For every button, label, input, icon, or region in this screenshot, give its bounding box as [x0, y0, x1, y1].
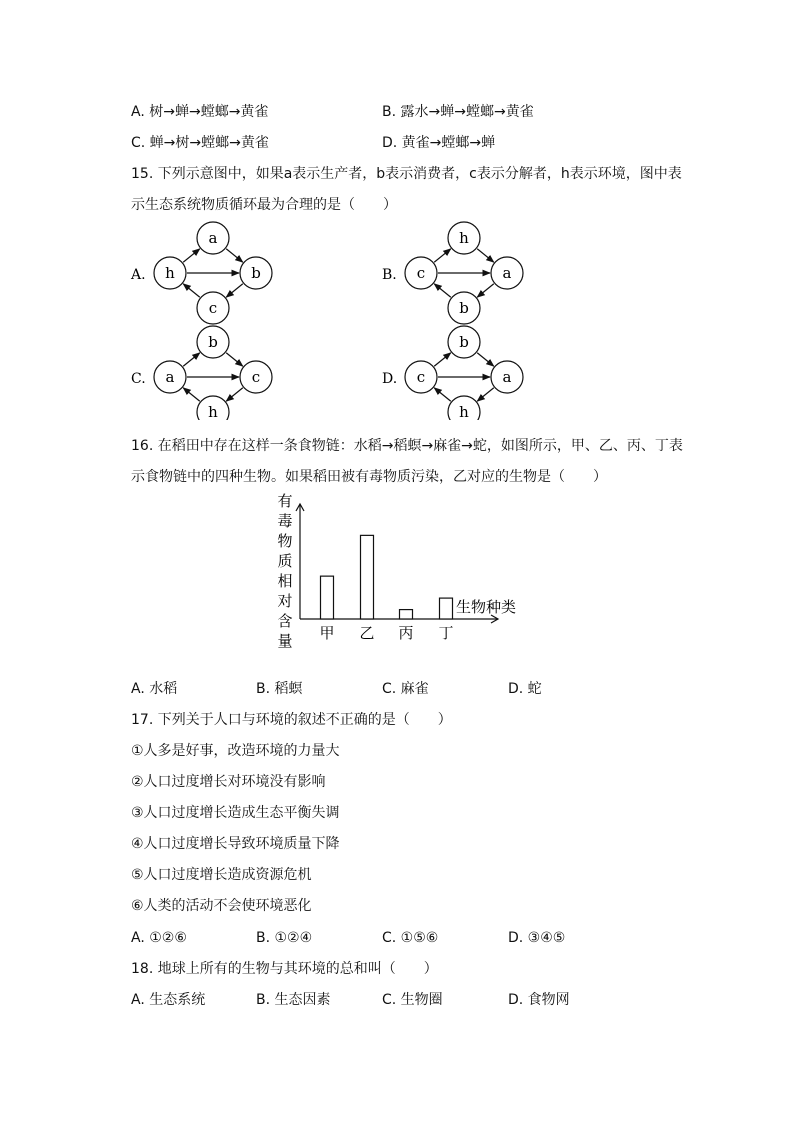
diagram-option-label: A.	[131, 267, 146, 283]
cycle-node-label: h	[165, 264, 175, 282]
q17-option-b: B. ①②④	[256, 930, 313, 946]
y-axis-label-char: 物	[277, 532, 293, 550]
q17-statement-1: ①人多是好事，改造环境的力量大	[131, 743, 340, 759]
cycle-arrow	[183, 388, 200, 402]
q14-option-d: D. 黄雀→螳螂→蝉	[382, 135, 496, 151]
q17-statement-3: ③人口过度增长造成生态平衡失调	[131, 805, 340, 821]
q17-statement-6: ⑥人类的活动不会使环境恶化	[131, 898, 312, 914]
cycle-arrow	[434, 284, 451, 298]
cycle-node-label: b	[208, 333, 218, 351]
q17-option-a: A. ①②⑥	[131, 930, 187, 946]
cycle-arrow	[183, 249, 200, 263]
category-label: 丁	[438, 624, 454, 642]
q17-statement-2: ②人口过度增长对环境没有影响	[131, 774, 326, 790]
cycle-node-label: c	[251, 368, 261, 386]
q17-statement-5: ⑤人口过度增长造成资源危机	[131, 867, 312, 883]
category-label: 丙	[398, 624, 414, 642]
y-axis-label-char: 毒	[277, 512, 293, 530]
q16-stem-line2: 示食物链中的四种生物。如果稻田被有毒物质污染，乙对应的生物是（ ）	[131, 469, 607, 485]
cycle-node-label: a	[165, 368, 175, 386]
q16-bar-chart	[270, 490, 530, 650]
q15-stem-line2: 示生态系统物质循环最为合理的是（ ）	[131, 197, 397, 213]
diagram-option-label: C.	[131, 371, 146, 387]
cycle-arrow	[226, 284, 243, 298]
q15-stem-line1: 15. 下列示意图中，如果a表示生产者，b表示消费者，c表示分解者，h表示环境，图中表	[131, 166, 682, 182]
category-label: 甲	[319, 624, 335, 642]
bar-1	[321, 576, 334, 619]
q15-diagram-d	[382, 326, 523, 420]
q16-option-a: A. 水稻	[131, 681, 178, 697]
cycle-node-label: h	[459, 403, 469, 420]
cycle-arrow	[477, 353, 494, 367]
cycle-node-label: a	[208, 229, 218, 247]
x-axis-label: 生物种类	[456, 598, 517, 616]
cycle-arrow	[226, 388, 243, 402]
cycle-arrow	[434, 353, 451, 367]
q18-stem: 18. 地球上所有的生物与其环境的总和叫（ ）	[131, 961, 438, 977]
q15-diagrams	[0, 220, 794, 420]
cycle-node-label: c	[208, 299, 218, 317]
q18-option-c: C. 生物圈	[382, 992, 443, 1008]
cycle-arrow	[226, 249, 243, 263]
bar-2	[361, 535, 374, 619]
cycle-arrow	[477, 284, 494, 298]
q18-option-a: A. 生态系统	[131, 992, 206, 1008]
q17-stem: 17. 下列关于人口与环境的叙述不正确的是（ ）	[131, 712, 452, 728]
q15-diagram-b	[382, 222, 523, 324]
q14-option-b: B. 露水→蝉→螳螂→黄雀	[382, 104, 534, 120]
cycle-arrow	[183, 353, 200, 367]
y-axis-label-char: 质	[277, 552, 293, 570]
y-axis-label-char: 含	[277, 612, 293, 630]
q17-option-d: D. ③④⑤	[508, 930, 566, 946]
q17-statement-4: ④人口过度增长导致环境质量下降	[131, 836, 340, 852]
q15-diagram-a	[130, 222, 272, 324]
cycle-arrow	[434, 249, 451, 263]
cycle-arrow	[226, 353, 243, 367]
y-axis-label-char: 对	[277, 592, 293, 610]
y-axis-label-char: 有	[277, 492, 293, 510]
cycle-node-label: c	[416, 264, 426, 282]
q18-option-b: B. 生态因素	[256, 992, 331, 1008]
q14-option-c: C. 蝉→树→螳螂→黄雀	[131, 135, 269, 151]
q16-option-b: B. 稻螟	[256, 681, 303, 697]
y-axis-label-char: 相	[277, 572, 293, 590]
cycle-node-label: a	[502, 264, 512, 282]
q18-option-d: D. 食物网	[508, 992, 570, 1008]
cycle-node-label: a	[502, 368, 512, 386]
q17-option-c: C. ①⑤⑥	[382, 930, 439, 946]
cycle-arrow	[183, 284, 200, 298]
cycle-arrow	[477, 249, 494, 263]
cycle-arrow	[434, 388, 451, 402]
bar-3	[400, 610, 413, 619]
q15-diagram-c	[131, 326, 272, 420]
cycle-node-label: h	[459, 229, 469, 247]
diagram-option-label: B.	[382, 267, 397, 283]
cycle-node-label: b	[459, 299, 469, 317]
q16-stem-line1: 16. 在稻田中存在这样一条食物链：水稻→稻螟→麻雀→蛇，如图所示，甲、乙、丙、丁表	[131, 438, 683, 454]
cycle-node-label: h	[208, 403, 218, 420]
cycle-node-label: b	[459, 333, 469, 351]
q14-option-a: A. 树→蝉→螳螂→黄雀	[131, 104, 269, 120]
cycle-node-label: b	[251, 264, 261, 282]
cycle-arrow	[477, 388, 494, 402]
category-label: 乙	[359, 624, 375, 642]
y-axis-label-char: 量	[277, 632, 293, 650]
cycle-node-label: c	[416, 368, 426, 386]
q16-option-c: C. 麻雀	[382, 681, 429, 697]
bar-4	[440, 598, 453, 619]
diagram-option-label: D.	[382, 371, 398, 387]
q16-option-d: D. 蛇	[508, 681, 542, 697]
